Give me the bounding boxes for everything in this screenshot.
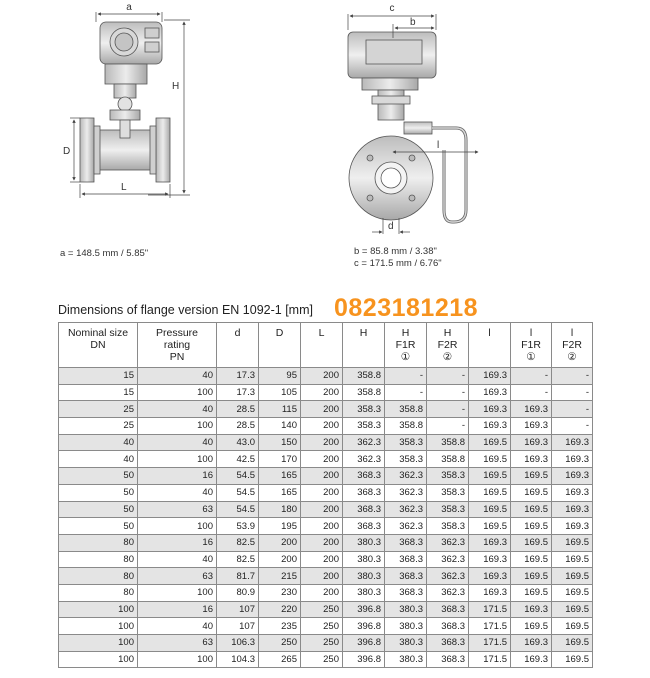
table-cell: 368.3 bbox=[385, 568, 427, 585]
left-view bbox=[80, 22, 170, 182]
table-cell: 358.3 bbox=[343, 401, 385, 418]
table-title: Dimensions of flange version EN 1092-1 [mm] bbox=[58, 303, 313, 317]
column-header-line: ① bbox=[400, 351, 411, 363]
table-cell: 169.5 bbox=[552, 584, 593, 601]
table-cell: 368.3 bbox=[343, 501, 385, 518]
table-cell: 15 bbox=[59, 368, 138, 385]
table-cell: 100 bbox=[59, 601, 138, 618]
table-row bbox=[59, 635, 593, 652]
table-cell: 250 bbox=[301, 618, 343, 635]
table-cell: 95 bbox=[259, 368, 301, 385]
label-D: D bbox=[63, 146, 71, 157]
table-cell: 63 bbox=[138, 501, 217, 518]
table-cell: 80 bbox=[59, 551, 138, 568]
column-header bbox=[259, 323, 301, 368]
table-cell: 42.5 bbox=[217, 451, 259, 468]
table-cell: 169.3 bbox=[469, 568, 511, 585]
table-cell: 100 bbox=[59, 651, 138, 668]
column-header-line: F2R bbox=[437, 339, 458, 351]
table-cell: 250 bbox=[301, 635, 343, 652]
table-cell: 53.9 bbox=[217, 518, 259, 535]
column-header-line: F2R bbox=[562, 339, 582, 351]
column-header-line: Nominal size bbox=[67, 327, 129, 339]
table-cell: 200 bbox=[301, 584, 343, 601]
table-cell: 169.5 bbox=[511, 584, 552, 601]
table-cell: 200 bbox=[301, 518, 343, 535]
table-cell: 171.5 bbox=[469, 635, 511, 652]
table-cell: 200 bbox=[301, 551, 343, 568]
table-cell: 358.8 bbox=[385, 418, 427, 435]
table-row bbox=[59, 568, 593, 585]
column-header-line: d bbox=[234, 327, 241, 339]
table-cell: 169.5 bbox=[511, 551, 552, 568]
table-cell: 362.3 bbox=[385, 468, 427, 485]
table-row bbox=[59, 401, 593, 418]
column-header-line: ② bbox=[442, 351, 453, 363]
table-cell: 43.0 bbox=[217, 434, 259, 451]
table-cell: 358.8 bbox=[343, 384, 385, 401]
table-cell: - bbox=[427, 384, 469, 401]
table-row bbox=[59, 551, 593, 568]
table-cell: 169.3 bbox=[511, 635, 552, 652]
table-cell: - bbox=[511, 368, 552, 385]
dimension-note-c: c = 171.5 mm / 6.76" bbox=[354, 258, 442, 269]
table-cell: 107 bbox=[217, 601, 259, 618]
table-row bbox=[59, 451, 593, 468]
column-header-line: Pressure bbox=[155, 327, 198, 339]
table-cell: 200 bbox=[301, 568, 343, 585]
table-cell: 40 bbox=[138, 434, 217, 451]
table-cell: 169.3 bbox=[511, 601, 552, 618]
table-cell: 169.3 bbox=[552, 484, 593, 501]
table-cell: 100 bbox=[138, 584, 217, 601]
table-row bbox=[59, 651, 593, 668]
label-c: c bbox=[389, 3, 395, 14]
table-cell: 169.5 bbox=[511, 518, 552, 535]
table-cell: 396.8 bbox=[343, 618, 385, 635]
table-cell: 362.3 bbox=[427, 584, 469, 601]
table-cell: 169.3 bbox=[552, 501, 593, 518]
table-cell: 40 bbox=[138, 484, 217, 501]
table-cell: 169.3 bbox=[469, 401, 511, 418]
table-cell: 169.5 bbox=[511, 568, 552, 585]
table-cell: 368.3 bbox=[427, 618, 469, 635]
table-cell: - bbox=[552, 418, 593, 435]
column-header-line: ② bbox=[567, 351, 577, 363]
table-cell: 169.5 bbox=[552, 601, 593, 618]
table-cell: 82.5 bbox=[217, 551, 259, 568]
table-cell: 169.5 bbox=[469, 451, 511, 468]
table-cell: 40 bbox=[59, 434, 138, 451]
table-cell: 54.5 bbox=[217, 501, 259, 518]
table-cell: 169.3 bbox=[469, 584, 511, 601]
table-cell: 250 bbox=[259, 635, 301, 652]
table-body bbox=[59, 368, 593, 668]
table-title-row bbox=[58, 294, 618, 322]
table-cell: - bbox=[427, 418, 469, 435]
table-cell: 362.3 bbox=[385, 501, 427, 518]
label-l: l bbox=[437, 140, 440, 151]
table-cell: 169.5 bbox=[511, 534, 552, 551]
column-header-line: DN bbox=[90, 339, 106, 351]
column-header-line: H bbox=[401, 327, 410, 339]
table-cell: 200 bbox=[301, 501, 343, 518]
table-row bbox=[59, 368, 593, 385]
table-cell: 200 bbox=[259, 534, 301, 551]
column-header-line: l bbox=[529, 327, 533, 339]
table-cell: 100 bbox=[138, 518, 217, 535]
table-cell: 17.3 bbox=[217, 368, 259, 385]
table-cell: 50 bbox=[59, 468, 138, 485]
table-cell: 358.8 bbox=[385, 401, 427, 418]
table-cell: 180 bbox=[259, 501, 301, 518]
table-cell: 358.3 bbox=[427, 484, 469, 501]
table-cell: 195 bbox=[259, 518, 301, 535]
table-cell: 358.3 bbox=[385, 434, 427, 451]
table-cell: 54.5 bbox=[217, 484, 259, 501]
table-cell: 169.3 bbox=[511, 651, 552, 668]
table-cell: 100 bbox=[59, 618, 138, 635]
table-cell: 170 bbox=[259, 451, 301, 468]
table-cell: 200 bbox=[301, 434, 343, 451]
column-header-line: l bbox=[570, 327, 574, 339]
table-cell: 358.3 bbox=[427, 501, 469, 518]
table-cell: 358.8 bbox=[343, 368, 385, 385]
table-cell: 265 bbox=[259, 651, 301, 668]
table-cell: 169.3 bbox=[469, 534, 511, 551]
table-cell: 17.3 bbox=[217, 384, 259, 401]
table-cell: 169.3 bbox=[552, 468, 593, 485]
column-header-line: D bbox=[275, 327, 284, 339]
column-header-line: L bbox=[318, 327, 325, 339]
table-cell: 368.3 bbox=[343, 518, 385, 535]
table-cell: 368.3 bbox=[385, 551, 427, 568]
table-cell: 50 bbox=[59, 518, 138, 535]
table-cell: 104.3 bbox=[217, 651, 259, 668]
table-cell: 171.5 bbox=[469, 601, 511, 618]
table-cell: 200 bbox=[301, 468, 343, 485]
table-cell: 100 bbox=[138, 418, 217, 435]
table-cell: 169.5 bbox=[469, 468, 511, 485]
table-cell: 358.8 bbox=[427, 451, 469, 468]
table-cell: 380.3 bbox=[385, 635, 427, 652]
table-cell: 358.3 bbox=[343, 418, 385, 435]
column-header bbox=[138, 323, 217, 368]
table-cell: 200 bbox=[301, 534, 343, 551]
table-cell: 368.3 bbox=[343, 484, 385, 501]
table-cell: 380.3 bbox=[385, 618, 427, 635]
table-cell: 169.3 bbox=[552, 518, 593, 535]
table-cell: 368.3 bbox=[385, 534, 427, 551]
table-row bbox=[59, 601, 593, 618]
table-cell: 230 bbox=[259, 584, 301, 601]
table-cell: 396.8 bbox=[343, 635, 385, 652]
table-cell: 28.5 bbox=[217, 401, 259, 418]
table-row bbox=[59, 384, 593, 401]
table-cell: 200 bbox=[301, 384, 343, 401]
table-row bbox=[59, 484, 593, 501]
table-cell: 82.5 bbox=[217, 534, 259, 551]
table-cell: 169.5 bbox=[469, 518, 511, 535]
table-cell: 169.5 bbox=[552, 651, 593, 668]
table-cell: 169.5 bbox=[469, 484, 511, 501]
table-cell: 380.3 bbox=[385, 601, 427, 618]
table-cell: 40 bbox=[59, 451, 138, 468]
table-cell: 169.5 bbox=[511, 484, 552, 501]
dimension-note-b: b = 85.8 mm / 3.38" bbox=[354, 246, 437, 257]
right-view bbox=[348, 32, 436, 220]
table-cell: 362.3 bbox=[427, 534, 469, 551]
table-cell: 169.3 bbox=[469, 368, 511, 385]
table-cell: - bbox=[427, 401, 469, 418]
table-cell: 169.5 bbox=[552, 568, 593, 585]
table-cell: 165 bbox=[259, 484, 301, 501]
table-cell: 81.7 bbox=[217, 568, 259, 585]
label-H: H bbox=[172, 81, 180, 92]
table-cell: 358.3 bbox=[427, 518, 469, 535]
table-cell: 368.3 bbox=[343, 468, 385, 485]
column-header-line: l bbox=[488, 327, 491, 339]
table-cell: 362.3 bbox=[385, 484, 427, 501]
table-cell: 169.5 bbox=[552, 618, 593, 635]
table-cell: 358.3 bbox=[427, 468, 469, 485]
table-cell: 235 bbox=[259, 618, 301, 635]
table-row bbox=[59, 618, 593, 635]
table-cell: - bbox=[385, 384, 427, 401]
table-cell: 169.5 bbox=[552, 635, 593, 652]
table-cell: 171.5 bbox=[469, 618, 511, 635]
table-cell: 40 bbox=[138, 368, 217, 385]
column-header-line: F1R bbox=[395, 339, 416, 351]
table-cell: 368.3 bbox=[427, 635, 469, 652]
dimension-notes-bc bbox=[354, 246, 442, 270]
table-cell: 169.3 bbox=[552, 434, 593, 451]
table-cell: 169.5 bbox=[511, 618, 552, 635]
table-cell: 362.3 bbox=[427, 551, 469, 568]
table-cell: 380.3 bbox=[343, 584, 385, 601]
table-cell: 169.5 bbox=[511, 468, 552, 485]
table-cell: 169.3 bbox=[552, 451, 593, 468]
dimension-note-a: a = 148.5 mm / 5.85" bbox=[60, 248, 149, 259]
table-cell: 358.8 bbox=[427, 434, 469, 451]
column-header-line: ① bbox=[526, 351, 536, 363]
table-cell: 54.5 bbox=[217, 468, 259, 485]
table-cell: 169.5 bbox=[552, 551, 593, 568]
table-cell: 100 bbox=[138, 384, 217, 401]
label-a: a bbox=[126, 2, 132, 13]
table-cell: 169.5 bbox=[552, 534, 593, 551]
table-row bbox=[59, 584, 593, 601]
table-cell: 25 bbox=[59, 401, 138, 418]
table-cell: 25 bbox=[59, 418, 138, 435]
table-cell: 105 bbox=[259, 384, 301, 401]
table-cell: 396.8 bbox=[343, 601, 385, 618]
table-cell: - bbox=[427, 368, 469, 385]
column-header-line: F1R bbox=[521, 339, 541, 351]
table-cell: 362.3 bbox=[385, 518, 427, 535]
table-cell: 40 bbox=[138, 618, 217, 635]
column-header-line: rating bbox=[163, 339, 191, 351]
table-cell: 200 bbox=[259, 551, 301, 568]
table-cell: 80 bbox=[59, 568, 138, 585]
table-cell: 50 bbox=[59, 501, 138, 518]
table-cell: 169.3 bbox=[511, 418, 552, 435]
table-cell: 16 bbox=[138, 601, 217, 618]
column-header-line: PN bbox=[169, 351, 185, 363]
table-cell: 40 bbox=[138, 551, 217, 568]
column-header bbox=[552, 323, 593, 368]
table-row bbox=[59, 534, 593, 551]
column-header bbox=[427, 323, 469, 368]
table-cell: 380.3 bbox=[343, 568, 385, 585]
table-cell: 100 bbox=[138, 451, 217, 468]
table-row bbox=[59, 518, 593, 535]
label-L: L bbox=[121, 182, 127, 193]
table-cell: 80 bbox=[59, 584, 138, 601]
table-cell: 200 bbox=[301, 451, 343, 468]
table-cell: 169.3 bbox=[511, 434, 552, 451]
table-cell: 100 bbox=[138, 651, 217, 668]
label-b: b bbox=[410, 17, 416, 28]
table-cell: 380.3 bbox=[343, 551, 385, 568]
table-cell: 171.5 bbox=[469, 651, 511, 668]
dimensions-table bbox=[58, 322, 593, 668]
table-cell: - bbox=[385, 368, 427, 385]
table-cell: 169.5 bbox=[469, 501, 511, 518]
table-cell: 80 bbox=[59, 534, 138, 551]
table-row bbox=[59, 501, 593, 518]
phone-watermark: 0823181218 bbox=[334, 294, 479, 322]
table-cell: 169.5 bbox=[511, 501, 552, 518]
table-cell: 80.9 bbox=[217, 584, 259, 601]
table-cell: 165 bbox=[259, 468, 301, 485]
table-cell: 15 bbox=[59, 384, 138, 401]
table-cell: 368.3 bbox=[385, 584, 427, 601]
table-cell: 368.3 bbox=[427, 601, 469, 618]
column-header-line: H bbox=[443, 327, 452, 339]
table-cell: 16 bbox=[138, 468, 217, 485]
column-header bbox=[385, 323, 427, 368]
table-cell: 380.3 bbox=[343, 534, 385, 551]
table-cell: 200 bbox=[301, 368, 343, 385]
table-cell: 250 bbox=[301, 601, 343, 618]
table-header-row bbox=[59, 323, 593, 368]
table-cell: 368.3 bbox=[427, 651, 469, 668]
table-cell: 169.5 bbox=[469, 434, 511, 451]
table-cell: 140 bbox=[259, 418, 301, 435]
column-header bbox=[301, 323, 343, 368]
table-cell: 16 bbox=[138, 534, 217, 551]
table-cell: 115 bbox=[259, 401, 301, 418]
table-cell: 150 bbox=[259, 434, 301, 451]
table-cell: 100 bbox=[59, 635, 138, 652]
table-cell: 362.3 bbox=[343, 434, 385, 451]
table-cell: 250 bbox=[301, 651, 343, 668]
table-cell: 362.3 bbox=[343, 451, 385, 468]
table-cell: - bbox=[552, 401, 593, 418]
table-cell: - bbox=[511, 384, 552, 401]
table-cell: 169.3 bbox=[511, 401, 552, 418]
table-cell: 220 bbox=[259, 601, 301, 618]
label-d: d bbox=[388, 221, 394, 232]
table-cell: 380.3 bbox=[385, 651, 427, 668]
column-header bbox=[59, 323, 138, 368]
table-cell: 362.3 bbox=[427, 568, 469, 585]
table-cell: 200 bbox=[301, 418, 343, 435]
table-cell: 63 bbox=[138, 568, 217, 585]
table-cell: 107 bbox=[217, 618, 259, 635]
table-cell: 200 bbox=[301, 484, 343, 501]
table-cell: 106.3 bbox=[217, 635, 259, 652]
table-cell: 169.3 bbox=[469, 418, 511, 435]
column-header bbox=[217, 323, 259, 368]
table-cell: - bbox=[552, 368, 593, 385]
table-cell: - bbox=[552, 384, 593, 401]
table-row bbox=[59, 468, 593, 485]
column-header bbox=[343, 323, 385, 368]
table-cell: 28.5 bbox=[217, 418, 259, 435]
table-cell: 40 bbox=[138, 401, 217, 418]
column-header-line: H bbox=[359, 327, 368, 339]
table-cell: 358.3 bbox=[385, 451, 427, 468]
table-row bbox=[59, 418, 593, 435]
table-cell: 215 bbox=[259, 568, 301, 585]
table-cell: 169.3 bbox=[469, 384, 511, 401]
table-cell: 50 bbox=[59, 484, 138, 501]
table-cell: 169.3 bbox=[511, 451, 552, 468]
table-cell: 396.8 bbox=[343, 651, 385, 668]
column-header bbox=[511, 323, 552, 368]
table-row bbox=[59, 434, 593, 451]
column-header bbox=[469, 323, 511, 368]
table-cell: 169.3 bbox=[469, 551, 511, 568]
table-cell: 200 bbox=[301, 401, 343, 418]
table-cell: 63 bbox=[138, 635, 217, 652]
